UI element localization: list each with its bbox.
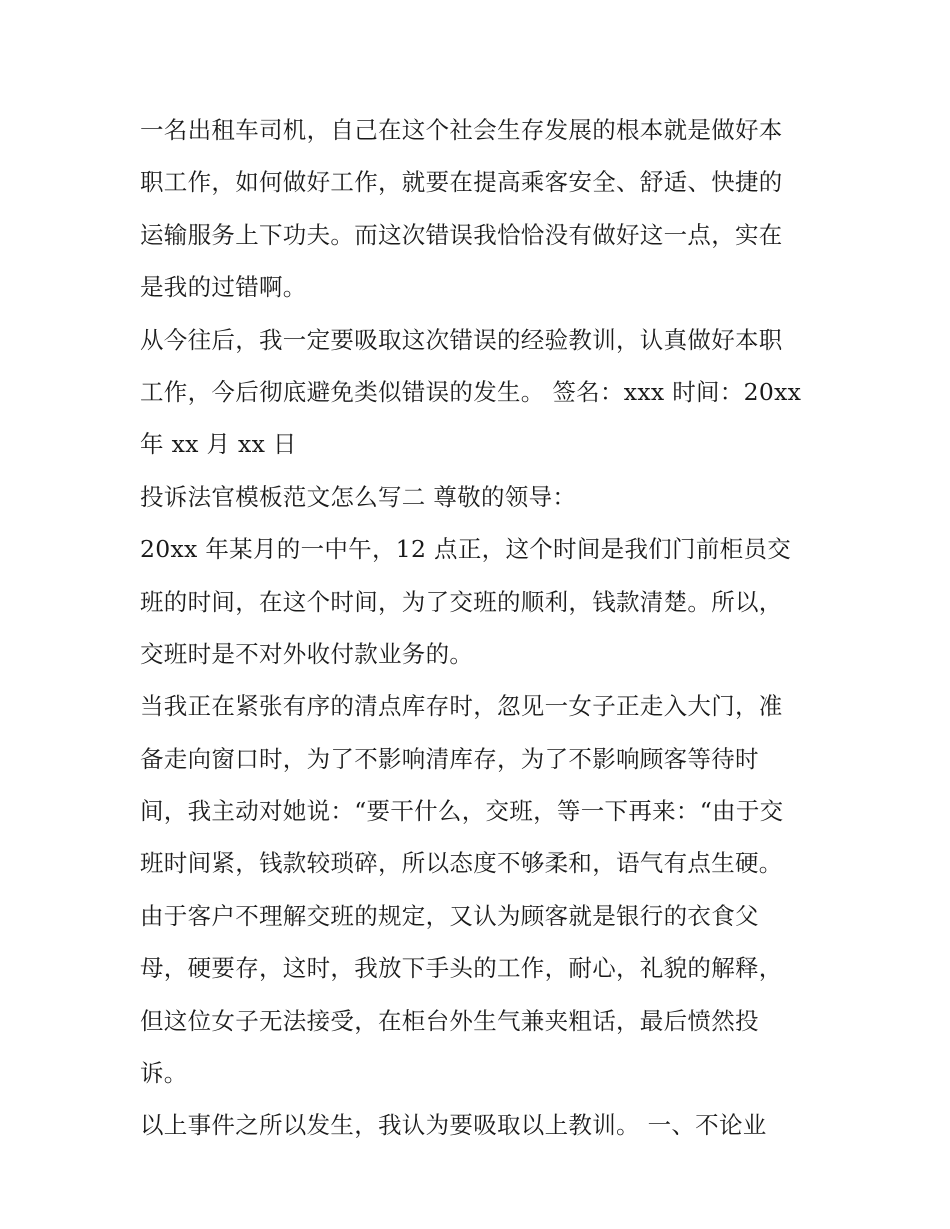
paragraph-incident-time	[140, 523, 812, 680]
text-line: 一名出租车司机，自己在这个社会生存发展的根本就是做好本	[140, 116, 783, 144]
text-line: 以上事件之所以发生，我认为要吸取以上教训。 一、不论业	[140, 1111, 767, 1140]
text-line: 但这位女子无法接受，在柜台外生气兼夹粗话，最后愤然投	[140, 1006, 759, 1035]
document-body	[140, 104, 812, 1152]
text-line: 运输服务上下功夫。而这次错误我恰恰没有做好这一点，实在	[140, 220, 783, 249]
text-line: 备走向窗口时，为了不影响清库存，为了不影响顾客等待时	[140, 744, 759, 773]
text-line: 母，硬要存，这时，我放下手头的工作，耐心，礼貌的解释，	[140, 954, 783, 983]
paragraph-incident-details	[140, 680, 812, 1099]
text-line: 职工作，如何做好工作，就要在提高乘客安全、舒适、快捷的	[140, 168, 783, 197]
text-line: 由于客户不理解交班的规定，又认为顾客就是银行的衣食父	[140, 901, 759, 930]
text-line: 间，我主动对她说：“要干什么，交班，等一下再来：“由于交	[140, 797, 784, 826]
paragraph-commitment-signature	[140, 314, 812, 471]
text-line: 是我的过错啊。	[140, 273, 307, 302]
paragraph-taxi-driver-reflection	[140, 104, 812, 314]
text-line: 班时间紧，钱款较琐碎，所以态度不够柔和，语气有点生硬。	[140, 849, 783, 878]
paragraph-section-heading	[140, 471, 812, 523]
text-line: 20xx 年某月的一中午，12 点正，这个时间是我们门前柜员交	[140, 535, 792, 564]
text-line: 投诉法官模板范文怎么写二 尊敬的领导：	[140, 482, 577, 511]
text-line: 班的时间，在这个时间，为了交班的顺利，钱款清楚。所以，	[140, 587, 783, 616]
text-line: 当我正在紧张有序的清点库存时，忽见一女子正走入大门，准	[140, 692, 783, 721]
text-line: 工作，今后彻底避免类似错误的发生。 签名：xxx 时间：20xx	[140, 377, 802, 406]
text-line: 交班时是不对外收付款业务的。	[140, 639, 474, 668]
paragraph-lessons	[140, 1099, 812, 1151]
text-line: 年 xx 月 xx 日	[140, 430, 297, 459]
text-line: 从今往后，我一定要吸取这次错误的经验教训，认真做好本职	[140, 325, 783, 354]
text-line: 诉。	[140, 1059, 188, 1088]
